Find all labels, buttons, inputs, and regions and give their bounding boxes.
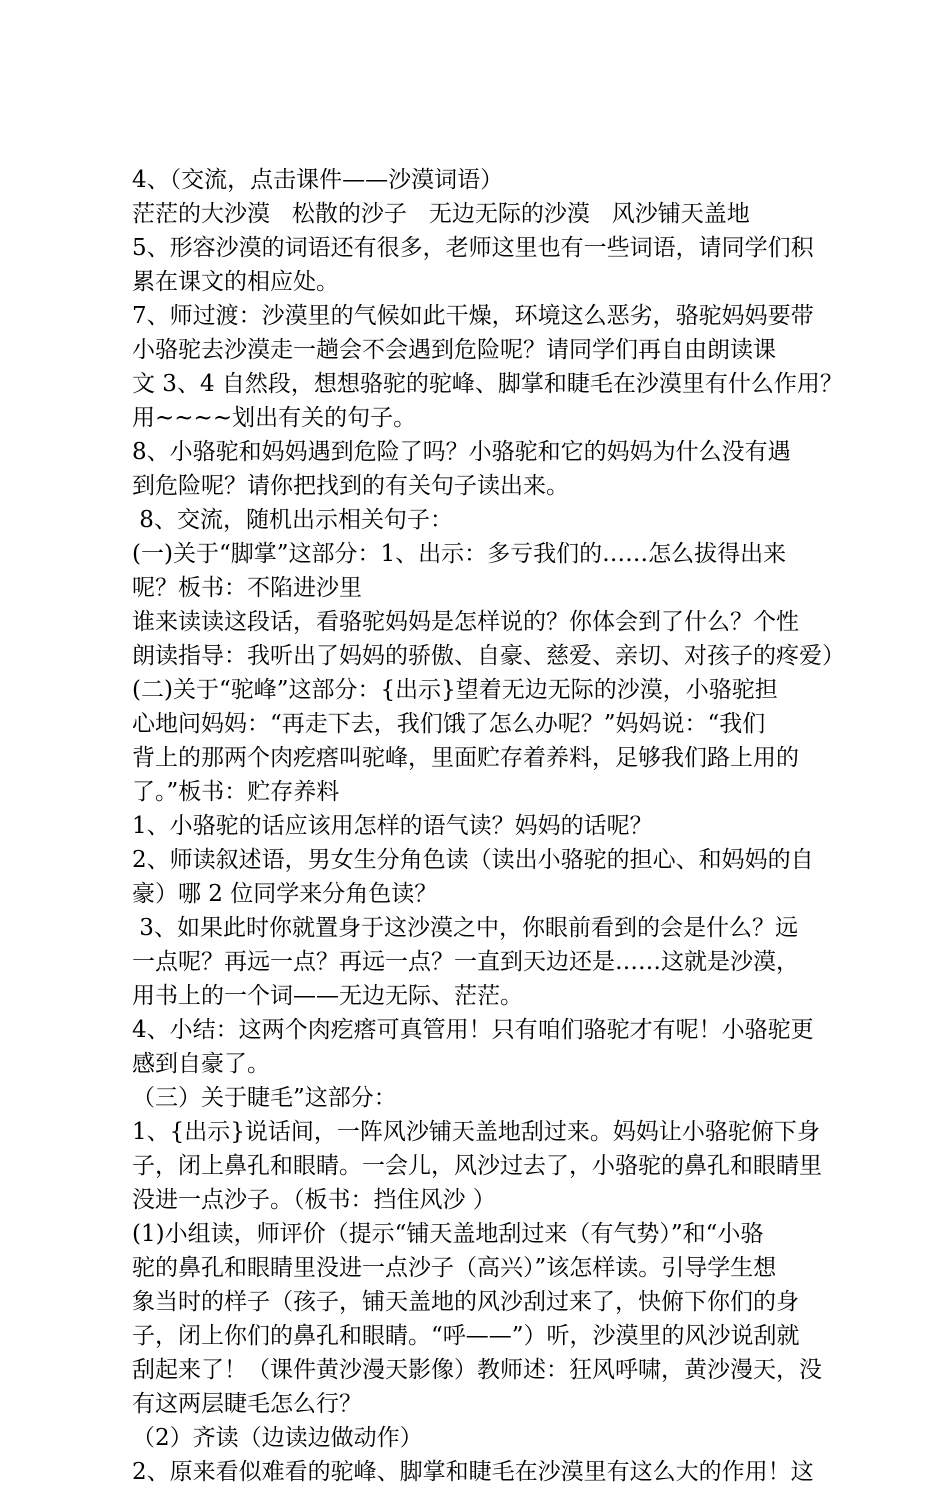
text-line: 4、小结：这两个肉疙瘩可真管用！只有咱们骆驼才有呢！小骆驼更 (132, 1017, 814, 1043)
document-body (132, 163, 892, 1489)
text-line: 用~~~~划出有关的句子。 (132, 405, 417, 431)
text-line: 子，闭上鼻孔和眼睛。一会儿，风沙过去了，小骆驼的鼻孔和眼睛里 (132, 1153, 822, 1179)
text-line: 象当时的样子（孩子，铺天盖地的风沙刮过来了，快俯下你们的身 (132, 1289, 799, 1315)
text-line: 5、形容沙漠的词语还有很多，老师这里也有一些词语，请同学们积 (132, 235, 814, 261)
text-line: 1、小骆驼的话应该用怎样的语气读？妈妈的话呢？ (132, 813, 653, 839)
text-line: 3、如果此时你就置身于这沙漠之中，你眼前看到的会是什么？远 (132, 915, 798, 941)
text-line: (1)小组读，师评价（提示“铺天盖地刮过来（有气势）”和“小骆 (132, 1221, 764, 1247)
text-line: 子，闭上你们的鼻孔和眼睛。“呼——”）听，沙漠里的风沙说刮就 (132, 1323, 800, 1349)
text-line: 背上的那两个肉疙瘩叫驼峰，里面贮存着养料，足够我们路上用的 (132, 745, 799, 771)
text-line: 累在课文的相应处。 (132, 269, 339, 295)
text-line: 一点呢？再远一点？再远一点？一直到天边还是……这就是沙漠， (132, 949, 799, 975)
text-line: 4、（交流，点击课件——沙漠词语） (132, 167, 504, 193)
text-line: (二)关于“驼峰”这部分：{出示}望着无边无际的沙漠，小骆驼担 (132, 677, 778, 703)
text-line: 有这两层睫毛怎么行？ (132, 1391, 362, 1417)
text-line: 了。”板书：贮存养料 (132, 779, 340, 805)
text-line: 用书上的一个词——无边无际、茫茫。 (132, 983, 523, 1009)
text-line: （三）关于睫毛”这部分： (132, 1085, 397, 1111)
text-line: (一)关于“脚掌”这部分：1、出示：多亏我们的……怎么拔得出来 (132, 541, 787, 567)
text-line: 感到自豪了。 (132, 1051, 270, 1077)
text-line: 心地问妈妈：“再走下去，我们饿了怎么办呢？”妈妈说：“我们 (132, 711, 766, 737)
text-line: 2、师读叙述语，男女生分角色读（读出小骆驼的担心、和妈妈的自 (132, 847, 814, 873)
text-line: 7、师过渡：沙漠里的气候如此干燥，环境这么恶劣，骆驼妈妈要带 (132, 303, 814, 329)
text-line: 小骆驼去沙漠走一趟会不会遇到危险呢？请同学们再自由朗读课 (132, 337, 776, 363)
text-line: 1、{出示}说话间，一阵风沙铺天盖地刮过来。妈妈让小骆驼俯下身 (132, 1119, 820, 1145)
text-line: 文 3、4 自然段，想想骆驼的驼峰、脚掌和睫毛在沙漠里有什么作用？ (132, 371, 843, 397)
text-line: 2、原来看似难看的驼峰、脚掌和睫毛在沙漠里有这么大的作用！这 (132, 1459, 814, 1485)
text-line: 8、交流，随机出示相关句子： (132, 507, 453, 533)
text-line: （2）齐读（边读边做动作） (132, 1425, 423, 1451)
text-line: 刮起来了！（课件黄沙漫天影像）教师述：狂风呼啸，黄沙漫天，没 (132, 1357, 822, 1383)
text-line: 驼的鼻孔和眼睛里没进一点沙子（高兴）”该怎样读。引导学生想 (132, 1255, 777, 1281)
text-line: 到危险呢？请你把找到的有关句子读出来。 (132, 473, 569, 499)
text-line: 茫茫的大沙漠 松散的沙子 无边无际的沙漠 风沙铺天盖地 (132, 201, 750, 227)
text-line: 朗读指导：我听出了妈妈的骄傲、自豪、慈爱、亲切、对孩子的疼爱） (132, 643, 845, 669)
text-line: 没进一点沙子。（板书：挡住风沙 ） (132, 1187, 496, 1213)
text-line: 谁来读读这段话，看骆驼妈妈是怎样说的？你体会到了什么？个性 (132, 609, 799, 635)
text-line: 呢？板书：不陷进沙里 (132, 575, 362, 601)
text-line: 豪）哪 2 位同学来分角色读？ (132, 881, 438, 907)
text-line: 8、小骆驼和妈妈遇到危险了吗？小骆驼和它的妈妈为什么没有遇 (132, 439, 791, 465)
